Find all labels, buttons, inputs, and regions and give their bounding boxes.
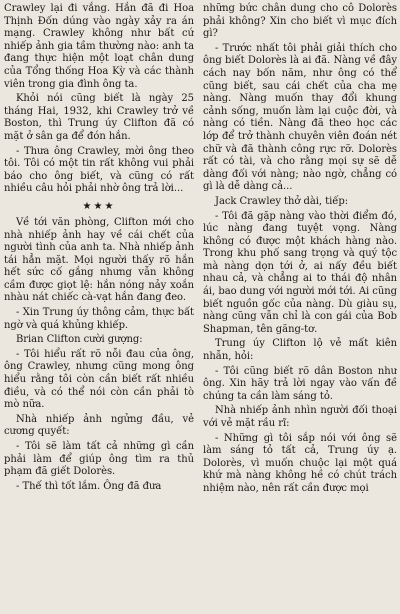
paragraph: Về tới văn phòng, Clifton mới cho nhà nhiếp ảnh hay về cái chết của người tình của anh ta. Nhà nhiếp ảnh tái hẳn mặt. Mọi người thấy rõ hắn hết sức cố gắng nhưng vẫn không cầm được giọt lệ: hắn nóng nảy xoắn nhàu nát chiếc cà-vạt hắn đang đeo. xyxy=(4,216,194,304)
paragraph: - Tôi cũng biết rõ dân Boston như ông. Xin hãy trả lời ngay vào vấn đề chúng ta cần làm sáng tỏ. xyxy=(203,365,397,402)
paragraph: - Thế thì tốt lắm. Ông đã đưa xyxy=(16,480,162,492)
right-column xyxy=(203,0,397,614)
paragraph: - Tôi sẽ làm tất cả những gì cần phải làm để giúp ông tìm ra thủ phạm đã giết Dolorès. xyxy=(4,441,194,478)
paragraph: - Xin Trung úy thông cảm, thực bất ngờ và quá khủng khiếp. xyxy=(4,307,194,331)
paragraph: Jack Crawley thở dài, tiếp: xyxy=(215,195,349,207)
paragraph: - Trước nhất tôi phải giải thích cho ông biết Dolorès là ai đã. Nàng về đây cách nay bốn năm, như ông có thể cũng biết, sau cái chết của cha mẹ nàng. Nàng muốn thay đổi khung cảnh sống, muốn làm lại cuộc đời, và nàng có tiền. Nàng đã theo học các lớp để trở thành chuyên viên đoán nét chữ và đã thành công rực rỡ. Dolorès rất có tài, và cho rằng mọi sự sẽ dễ dàng đối với nàng; nào ngờ, chẳng có gì là dễ dàng cả... xyxy=(203,42,397,193)
section-separator: ★★★ xyxy=(82,200,116,212)
paragraph: Khỏi nói cũng biết là ngày 25 tháng Hai, 1932, khi Crawley trở về Boston, thì Trung úy Clifton đã có mặt ở sân ga để đón hắn. xyxy=(4,93,194,142)
paragraph: Nhà nhiếp ảnh nhìn người đối thoại với vẻ mặt rầu rĩ: xyxy=(203,405,397,429)
paragraph: Trung úy Clifton lộ vẻ mất kiên nhẫn, hỏi: xyxy=(203,338,397,363)
paragraph: - Những gì tôi sắp nói với ông sẽ làm sáng tỏ tất cả, Trung úy ạ. Dolorès, vì muốn chuộc lại một quá khứ mà nàng không hề có chút trách nhiệm nào, nên rất cần được mọi xyxy=(203,432,397,494)
paragraph: Nhà nhiếp ảnh ngửng đầu, vẻ cương quyết: xyxy=(4,413,194,438)
left-column xyxy=(4,0,194,614)
paragraph: Crawley lại đi vắng. Hắn đã đi Hoa Thịnh Đốn dúng vào ngày xảy ra án mạng. Crawley không như bất cứ nhiếp ảnh gia tầm thường nào: anh ta đang thực hiện một loạt chân dung của Tổng thống Hoa Kỳ và các thành viên trong gia đình ông ta. xyxy=(4,3,194,90)
paragraph: - Tôi hiểu rất rõ nỗi đau của ông, ông Crawley, nhưng cũng mong ông hiểu rằng tôi còn cần biết rất nhiều điều, và có thể nói còn cần phải tò mò nữa. xyxy=(4,348,194,411)
paragraph: - Thưa ông Crawley, mời ông theo tôi. Tôi có một tin rất không vui phải báo cho ông biết, và cũng có rất nhiều câu hỏi phải nhờ ông trả lời... xyxy=(4,145,194,195)
paragraph: - Tôi đã gặp nàng vào thời điểm đó, lúc nàng đang tuyệt vọng. Nàng không có được một khách hàng nào. Trong khu phố sang trọng và quý tộc mà nàng dọn tới ở, ai nấy đều biết nhau cả, và chẳng ai to thái độ nhân ái, bao dung với người mới tới. Ai cũng biết nguồn gốc của nàng. Dù giàu sụ, nàng cũng vẫn chỉ là con gái của Bob Shapman, tên găng-tơ. xyxy=(203,210,397,335)
paragraph: Brian Clifton cười gượng: xyxy=(16,334,143,346)
paragraph: những bức chân dung cho cô Dolorès phải không? Xin cho biết vì mục đích gì? xyxy=(203,3,397,40)
